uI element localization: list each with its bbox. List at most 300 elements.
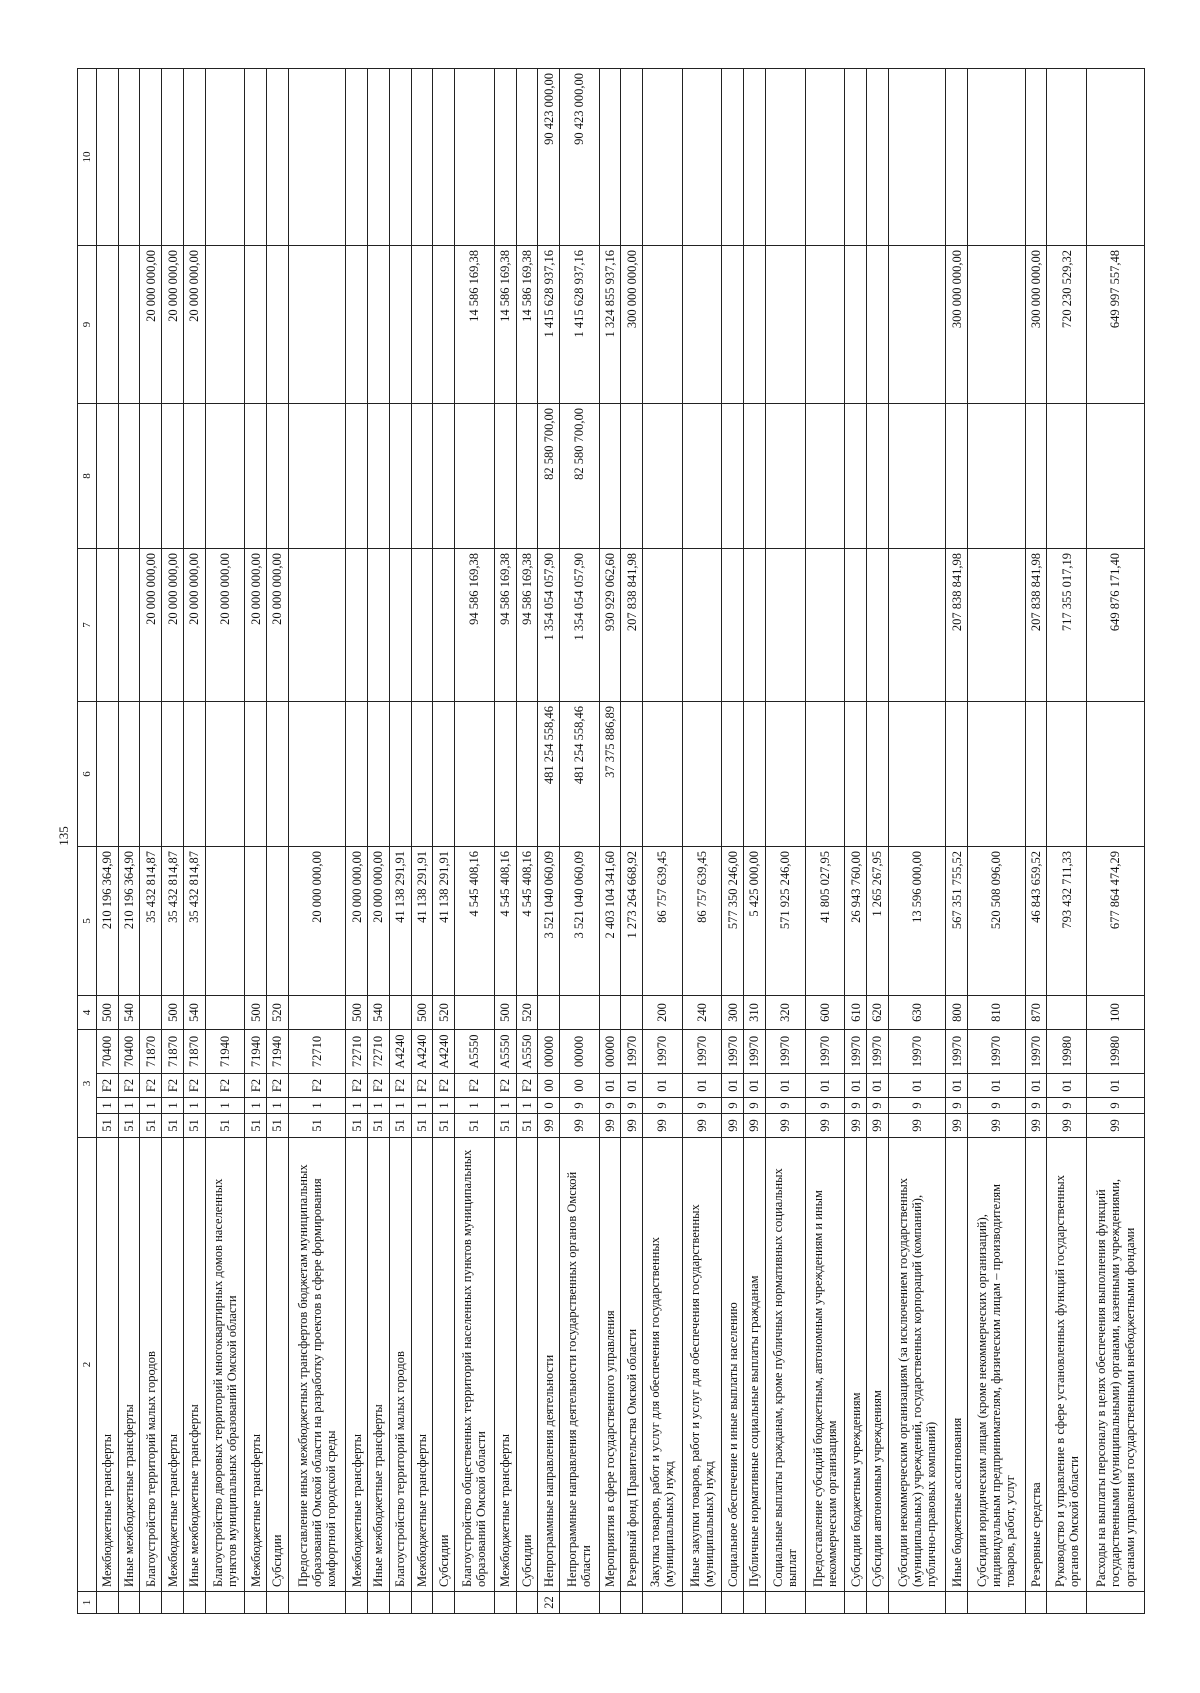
code-program: 99 — [559, 1114, 599, 1138]
amount-col-7: 649 876 171,40 — [1087, 549, 1145, 702]
amount-col-5 — [205, 847, 245, 996]
amount-col-8 — [118, 404, 140, 549]
amount-col-6: 37 375 886,89 — [599, 702, 621, 847]
code-direction: 19970 — [744, 1030, 766, 1074]
amount-col-9: 300 000 000,00 — [1025, 246, 1047, 404]
header-col-5: 5 — [78, 847, 97, 996]
row-name: Благоустройство территорий малых городов — [389, 1138, 411, 1592]
amount-col-5: 20 000 000,00 — [368, 847, 390, 996]
amount-col-7 — [744, 549, 766, 702]
table-row — [1025, 69, 1047, 1614]
row-name: Субсидии — [267, 1138, 289, 1592]
code-program: 51 — [97, 1114, 119, 1138]
amount-col-5: 41 138 291,91 — [411, 847, 433, 996]
header-col-9: 9 — [78, 246, 97, 404]
amount-col-10 — [433, 69, 455, 246]
amount-col-6 — [140, 702, 162, 847]
amount-col-6 — [433, 702, 455, 847]
row-number — [97, 1592, 119, 1614]
row-name: Субсидии бюджетным учреждениям — [845, 1138, 867, 1592]
expense-type — [205, 996, 245, 1030]
amount-col-8 — [346, 404, 368, 549]
amount-col-5: 20 000 000,00 — [288, 847, 346, 996]
code-direction: 71940 — [205, 1030, 245, 1074]
code-program: 99 — [805, 1114, 845, 1138]
header-col-4: 4 — [78, 996, 97, 1030]
amount-col-9 — [205, 246, 245, 404]
code-group: F2 — [245, 1074, 267, 1098]
amount-col-6 — [765, 702, 805, 847]
row-number — [140, 1592, 162, 1614]
amount-col-6 — [455, 702, 495, 847]
code-group: 01 — [1047, 1074, 1087, 1098]
amount-col-10 — [867, 69, 889, 246]
amount-col-6 — [118, 702, 140, 847]
header-row — [78, 69, 97, 1614]
code-program: 51 — [267, 1114, 289, 1138]
table-row — [288, 69, 346, 1614]
code-group: F2 — [433, 1074, 455, 1098]
code-program: 51 — [140, 1114, 162, 1138]
code-direction: 19970 — [968, 1030, 1026, 1074]
amount-col-9: 1 324 855 937,16 — [599, 246, 621, 404]
code-program: 99 — [1087, 1114, 1145, 1138]
amount-col-7: 94 586 169,38 — [516, 549, 538, 702]
code-direction: 19970 — [722, 1030, 744, 1074]
code-sub: 9 — [1047, 1098, 1087, 1114]
code-group: 00 — [538, 1074, 560, 1098]
row-number — [765, 1592, 805, 1614]
amount-col-10 — [845, 69, 867, 246]
code-direction: 72710 — [368, 1030, 390, 1074]
code-program: 51 — [205, 1114, 245, 1138]
row-number — [368, 1592, 390, 1614]
row-name: Иные межбюджетные трансферты — [118, 1138, 140, 1592]
amount-col-9 — [368, 246, 390, 404]
amount-col-10 — [162, 69, 184, 246]
code-program: 51 — [162, 1114, 184, 1138]
amount-col-10 — [389, 69, 411, 246]
code-sub: 9 — [682, 1098, 722, 1114]
header-col-1: 1 — [78, 1592, 97, 1614]
row-name: Непрограммные направления деятельности государственных органов Омской области — [559, 1138, 599, 1592]
amount-col-7: 207 838 841,98 — [1025, 549, 1047, 702]
amount-col-10 — [621, 69, 643, 246]
amount-col-7 — [368, 549, 390, 702]
code-sub: 1 — [455, 1098, 495, 1114]
code-program: 99 — [722, 1114, 744, 1138]
amount-col-8 — [643, 404, 683, 549]
table-row — [805, 69, 845, 1614]
amount-col-7 — [888, 549, 946, 702]
header-col-10: 10 — [78, 69, 97, 246]
code-sub: 9 — [968, 1098, 1026, 1114]
row-name: Межбюджетные трансферты — [245, 1138, 267, 1592]
code-group: 01 — [599, 1074, 621, 1098]
amount-col-8 — [1087, 404, 1145, 549]
code-program: 51 — [288, 1114, 346, 1138]
amount-col-7: 20 000 000,00 — [205, 549, 245, 702]
row-name: Мероприятия в сфере государственного управления — [599, 1138, 621, 1592]
amount-col-5: 1 265 267,95 — [867, 847, 889, 996]
amount-col-8 — [888, 404, 946, 549]
amount-col-10 — [288, 69, 346, 246]
code-direction: A5550 — [494, 1030, 516, 1074]
amount-col-7: 20 000 000,00 — [140, 549, 162, 702]
amount-col-7: 20 000 000,00 — [267, 549, 289, 702]
row-name: Субсидии некоммерческим организациям (за исключением государственных (муниципальных) учреждений, государственных корпораций (компаний), публично-правовых компаний) — [888, 1138, 946, 1592]
code-program: 99 — [765, 1114, 805, 1138]
code-sub: 9 — [845, 1098, 867, 1114]
code-direction: A5550 — [516, 1030, 538, 1074]
amount-col-5: 86 757 639,45 — [643, 847, 683, 996]
row-number: 22 — [538, 1592, 560, 1614]
rotated-page — [77, 69, 1145, 1614]
amount-col-9 — [288, 246, 346, 404]
code-program: 99 — [845, 1114, 867, 1138]
amount-col-9 — [744, 246, 766, 404]
code-direction: 19970 — [845, 1030, 867, 1074]
row-name: Публичные нормативные социальные выплаты гражданам — [744, 1138, 766, 1592]
amount-col-5: 567 351 755,52 — [946, 847, 968, 996]
amount-col-9: 14 586 169,38 — [516, 246, 538, 404]
code-program: 99 — [888, 1114, 946, 1138]
code-program: 51 — [368, 1114, 390, 1138]
amount-col-9: 14 586 169,38 — [455, 246, 495, 404]
amount-col-10 — [205, 69, 245, 246]
row-number — [494, 1592, 516, 1614]
code-program: 51 — [411, 1114, 433, 1138]
code-group: 01 — [867, 1074, 889, 1098]
expense-type — [599, 996, 621, 1030]
code-program: 99 — [867, 1114, 889, 1138]
code-direction: 71870 — [162, 1030, 184, 1074]
table-row — [722, 69, 744, 1614]
amount-col-8 — [968, 404, 1026, 549]
code-direction: 19970 — [805, 1030, 845, 1074]
amount-col-6 — [888, 702, 946, 847]
code-program: 99 — [599, 1114, 621, 1138]
code-program: 99 — [1025, 1114, 1047, 1138]
amount-col-6 — [1047, 702, 1087, 847]
amount-col-10 — [968, 69, 1026, 246]
amount-col-7: 20 000 000,00 — [183, 549, 205, 702]
row-name: Социальное обеспечение и иные выплаты населению — [722, 1138, 744, 1592]
code-program: 99 — [946, 1114, 968, 1138]
amount-col-5: 41 138 291,91 — [433, 847, 455, 996]
amount-col-7 — [968, 549, 1026, 702]
code-direction: 19980 — [1087, 1030, 1145, 1074]
row-name: Благоустройство территорий малых городов — [140, 1138, 162, 1592]
amount-col-10: 90 423 000,00 — [538, 69, 560, 246]
expense-type: 520 — [516, 996, 538, 1030]
amount-col-5: 13 596 000,00 — [888, 847, 946, 996]
row-name: Расходы на выплаты персоналу в целях обеспечения выполнения функций государственными (муниципальными) органами, казенными учреждениями, органами управления государственными внебюджетными фондами — [1087, 1138, 1145, 1592]
code-sub: 9 — [888, 1098, 946, 1114]
amount-col-6 — [288, 702, 346, 847]
code-group: F2 — [389, 1074, 411, 1098]
amount-col-5: 35 432 814,87 — [162, 847, 184, 996]
row-number — [946, 1592, 968, 1614]
code-group: F2 — [205, 1074, 245, 1098]
expense-type: 500 — [411, 996, 433, 1030]
expense-type: 610 — [845, 996, 867, 1030]
table-row — [845, 69, 867, 1614]
amount-col-6 — [411, 702, 433, 847]
amount-col-5: 2 403 104 341,60 — [599, 847, 621, 996]
code-sub: 9 — [744, 1098, 766, 1114]
amount-col-10 — [805, 69, 845, 246]
amount-col-10 — [888, 69, 946, 246]
row-name: Закупка товаров, работ и услуг для обеспечения государственных (муниципальных) нужд — [643, 1138, 683, 1592]
amount-col-5: 520 508 096,00 — [968, 847, 1026, 996]
code-program: 51 — [433, 1114, 455, 1138]
amount-col-6 — [682, 702, 722, 847]
amount-col-6 — [621, 702, 643, 847]
code-sub: 1 — [346, 1098, 368, 1114]
amount-col-10 — [455, 69, 495, 246]
code-group: 01 — [805, 1074, 845, 1098]
code-sub: 1 — [245, 1098, 267, 1114]
row-name: Субсидии юридическим лицам (кроме некоммерческих организаций), индивидуальным предпринимателям, физическим лицам – производителям товаров, работ, услуг — [968, 1138, 1026, 1592]
code-sub: 1 — [97, 1098, 119, 1114]
row-number — [267, 1592, 289, 1614]
amount-col-7 — [682, 549, 722, 702]
code-direction: 19970 — [1025, 1030, 1047, 1074]
code-group: F2 — [455, 1074, 495, 1098]
amount-col-7: 207 838 841,98 — [621, 549, 643, 702]
row-number — [867, 1592, 889, 1614]
row-number — [433, 1592, 455, 1614]
amount-col-9 — [722, 246, 744, 404]
amount-col-10 — [765, 69, 805, 246]
table-row — [140, 69, 162, 1614]
code-direction: 00000 — [538, 1030, 560, 1074]
code-direction: 72710 — [346, 1030, 368, 1074]
amount-col-8 — [494, 404, 516, 549]
code-sub: 1 — [516, 1098, 538, 1114]
code-sub: 1 — [205, 1098, 245, 1114]
row-name: Непрограммные направления деятельности — [538, 1138, 560, 1592]
amount-col-5: 1 273 264 668,92 — [621, 847, 643, 996]
amount-col-6 — [643, 702, 683, 847]
row-number — [599, 1592, 621, 1614]
code-direction: 71870 — [140, 1030, 162, 1074]
amount-col-10 — [245, 69, 267, 246]
table-row — [682, 69, 722, 1614]
header-col-6: 6 — [78, 702, 97, 847]
table-row — [621, 69, 643, 1614]
table-row — [346, 69, 368, 1614]
amount-col-5: 46 843 659,52 — [1025, 847, 1047, 996]
expense-type: 240 — [682, 996, 722, 1030]
code-group: F2 — [288, 1074, 346, 1098]
amount-col-9: 649 997 557,48 — [1087, 246, 1145, 404]
amount-col-7 — [805, 549, 845, 702]
table-row — [516, 69, 538, 1614]
expense-type: 310 — [744, 996, 766, 1030]
code-group: 01 — [968, 1074, 1026, 1098]
code-sub: 1 — [494, 1098, 516, 1114]
code-program: 51 — [118, 1114, 140, 1138]
row-name: Межбюджетные трансферты — [411, 1138, 433, 1592]
amount-col-6 — [346, 702, 368, 847]
amount-col-7 — [346, 549, 368, 702]
amount-col-10 — [140, 69, 162, 246]
code-group: 01 — [643, 1074, 683, 1098]
code-program: 99 — [538, 1114, 560, 1138]
row-number — [805, 1592, 845, 1614]
code-direction: 19970 — [765, 1030, 805, 1074]
row-name: Межбюджетные трансферты — [97, 1138, 119, 1592]
amount-col-5: 41 138 291,91 — [389, 847, 411, 996]
code-sub: 1 — [140, 1098, 162, 1114]
code-sub: 9 — [805, 1098, 845, 1114]
amount-col-5: 26 943 760,00 — [845, 847, 867, 996]
code-program: 51 — [494, 1114, 516, 1138]
amount-col-5: 3 521 040 060,09 — [559, 847, 599, 996]
table-row — [433, 69, 455, 1614]
code-direction: 71940 — [245, 1030, 267, 1074]
table-row — [389, 69, 411, 1614]
row-name: Иные межбюджетные трансферты — [183, 1138, 205, 1592]
code-group: F2 — [140, 1074, 162, 1098]
code-program: 99 — [682, 1114, 722, 1138]
row-name: Благоустройство общественных территорий населенных пунктов муниципальных образований Омской области — [455, 1138, 495, 1592]
amount-col-5: 571 925 246,00 — [765, 847, 805, 996]
code-sub: 0 — [538, 1098, 560, 1114]
code-sub: 9 — [1025, 1098, 1047, 1114]
amount-col-10 — [183, 69, 205, 246]
expense-type — [455, 996, 495, 1030]
amount-col-5: 577 350 246,00 — [722, 847, 744, 996]
code-sub: 1 — [368, 1098, 390, 1114]
amount-col-8 — [205, 404, 245, 549]
amount-col-6 — [205, 702, 245, 847]
amount-col-8 — [744, 404, 766, 549]
row-name: Иные бюджетные ассигнования — [946, 1138, 968, 1592]
amount-col-10 — [722, 69, 744, 246]
code-direction: 00000 — [599, 1030, 621, 1074]
row-number — [346, 1592, 368, 1614]
amount-col-8 — [140, 404, 162, 549]
amount-col-9 — [245, 246, 267, 404]
row-number — [288, 1592, 346, 1614]
amount-col-10 — [599, 69, 621, 246]
code-sub: 9 — [559, 1098, 599, 1114]
amount-col-6: 481 254 558,46 — [559, 702, 599, 847]
amount-col-8 — [411, 404, 433, 549]
amount-col-7 — [765, 549, 805, 702]
amount-col-8 — [599, 404, 621, 549]
amount-col-9 — [433, 246, 455, 404]
table-row — [867, 69, 889, 1614]
amount-col-7: 20 000 000,00 — [245, 549, 267, 702]
amount-col-7 — [118, 549, 140, 702]
code-sub: 9 — [621, 1098, 643, 1114]
amount-col-8 — [267, 404, 289, 549]
amount-col-8 — [433, 404, 455, 549]
code-program: 51 — [455, 1114, 495, 1138]
amount-col-7: 207 838 841,98 — [946, 549, 968, 702]
amount-col-6 — [946, 702, 968, 847]
table-row — [888, 69, 946, 1614]
header-col-3: 3 — [78, 1030, 97, 1138]
code-direction: 19970 — [888, 1030, 946, 1074]
table-row — [205, 69, 245, 1614]
expense-type: 800 — [946, 996, 968, 1030]
row-number — [245, 1592, 267, 1614]
expense-type: 500 — [494, 996, 516, 1030]
row-name: Резервный фонд Правительства Омской области — [621, 1138, 643, 1592]
row-number — [888, 1592, 946, 1614]
code-direction: 19980 — [1047, 1030, 1087, 1074]
table-row — [559, 69, 599, 1614]
row-number — [643, 1592, 683, 1614]
amount-col-9 — [267, 246, 289, 404]
amount-col-7: 20 000 000,00 — [162, 549, 184, 702]
amount-col-8 — [389, 404, 411, 549]
code-group: F2 — [516, 1074, 538, 1098]
amount-col-7: 717 355 017,19 — [1047, 549, 1087, 702]
amount-col-6 — [162, 702, 184, 847]
code-sub: 1 — [389, 1098, 411, 1114]
expense-type — [559, 996, 599, 1030]
expense-type: 810 — [968, 996, 1026, 1030]
row-number — [389, 1592, 411, 1614]
row-number — [162, 1592, 184, 1614]
expense-type: 520 — [267, 996, 289, 1030]
amount-col-5: 4 545 408,16 — [455, 847, 495, 996]
code-group: 00 — [559, 1074, 599, 1098]
table-row — [1087, 69, 1145, 1614]
code-group: 01 — [946, 1074, 968, 1098]
row-number — [722, 1592, 744, 1614]
code-group: F2 — [183, 1074, 205, 1098]
code-group: 01 — [682, 1074, 722, 1098]
code-sub: 9 — [599, 1098, 621, 1114]
table-row — [599, 69, 621, 1614]
amount-col-10 — [97, 69, 119, 246]
row-number — [621, 1592, 643, 1614]
row-number — [744, 1592, 766, 1614]
amount-col-6 — [1025, 702, 1047, 847]
amount-col-10 — [1047, 69, 1087, 246]
expense-type: 500 — [346, 996, 368, 1030]
row-number — [411, 1592, 433, 1614]
table-row — [765, 69, 805, 1614]
row-name: Межбюджетные трансферты — [162, 1138, 184, 1592]
table-row — [368, 69, 390, 1614]
code-sub: 1 — [267, 1098, 289, 1114]
row-number — [516, 1592, 538, 1614]
amount-col-8 — [516, 404, 538, 549]
amount-col-5: 793 432 711,33 — [1047, 847, 1087, 996]
row-number — [183, 1592, 205, 1614]
table-row — [494, 69, 516, 1614]
row-number — [1087, 1592, 1145, 1614]
amount-col-8 — [288, 404, 346, 549]
code-direction: 19970 — [867, 1030, 889, 1074]
code-direction: 19970 — [946, 1030, 968, 1074]
row-number — [455, 1592, 495, 1614]
row-name: Субсидии — [516, 1138, 538, 1592]
code-sub: 1 — [288, 1098, 346, 1114]
expense-type: 540 — [183, 996, 205, 1030]
row-name: Иные закупки товаров, работ и услуг для обеспечения государственных (муниципальных) нужд — [682, 1138, 722, 1592]
amount-col-5: 20 000 000,00 — [346, 847, 368, 996]
expense-type: 200 — [643, 996, 683, 1030]
